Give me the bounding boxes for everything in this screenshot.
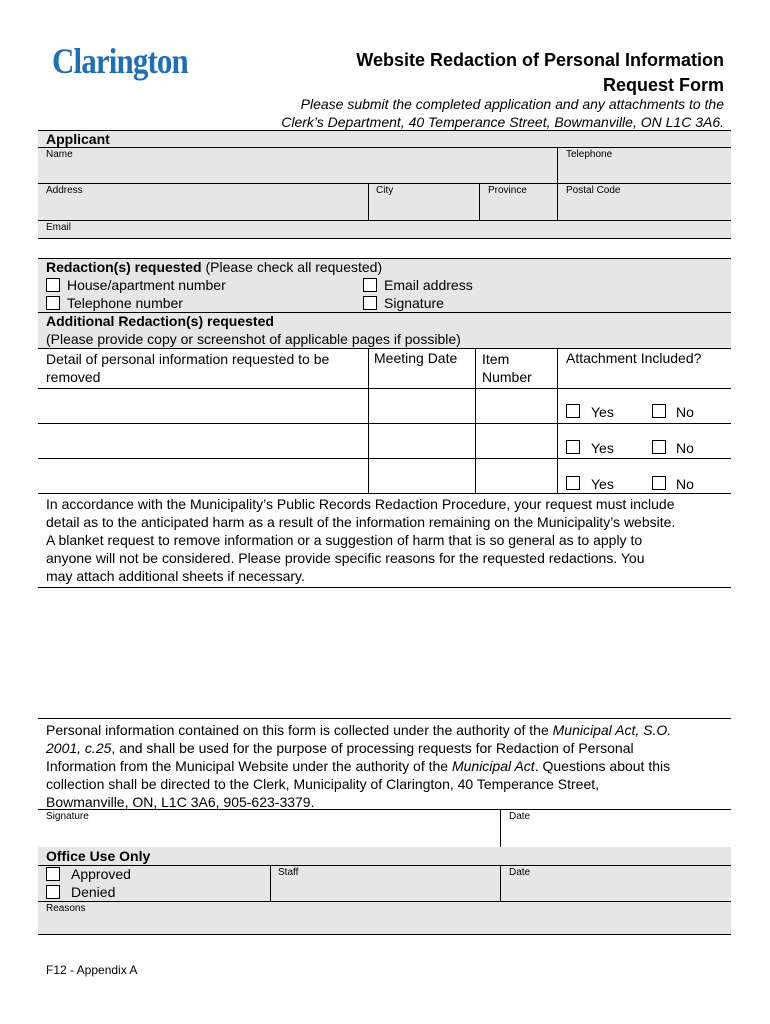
- additional-heading: Additional Redaction(s) requested: [46, 313, 274, 329]
- procedure-line1: In accordance with the Municipality’s Public Records Redaction Procedure, your request must include: [46, 496, 675, 512]
- detail-header-line2: removed: [46, 369, 101, 385]
- office-use-heading: Office Use Only: [46, 848, 151, 864]
- office-reasons-field[interactable]: Reasons: [46, 903, 86, 914]
- city-field[interactable]: City: [376, 185, 394, 196]
- province-field[interactable]: Province: [488, 185, 527, 196]
- procedure-line4: anyone will not be considered. Please provide specific reasons for the requested redactions. You: [46, 550, 645, 566]
- additional-note: (Please provide copy or screenshot of applicable pages if possible): [46, 331, 461, 347]
- name-field[interactable]: Name: [46, 149, 73, 160]
- form-code-footer: F12 - Appendix A: [46, 963, 138, 977]
- detail-cell-row2[interactable]: [40, 425, 366, 456]
- attachment-yes-checkbox-row3[interactable]: [566, 476, 580, 490]
- meeting-date-cell-row1[interactable]: [370, 390, 473, 421]
- redactions-heading-note: (Please check all requested): [201, 259, 383, 275]
- email-address-label: Email address: [384, 277, 473, 293]
- signature-date-field[interactable]: Date: [509, 811, 531, 822]
- detail-cell-row1[interactable]: [40, 390, 366, 421]
- email-address-checkbox[interactable]: [363, 278, 377, 292]
- staff-field[interactable]: Staff: [278, 867, 299, 878]
- denied-checkbox[interactable]: [46, 885, 60, 899]
- redactions-heading-bold: Redaction(s) requested: [46, 259, 202, 275]
- privacy-notice: [46, 721, 736, 811]
- telephone-field[interactable]: Telephone: [566, 149, 613, 160]
- item-number-column-header: [482, 350, 532, 386]
- item-header-line1: Item: [482, 351, 510, 367]
- reasons-text-area[interactable]: [40, 589, 729, 717]
- privacy-line3-text: Information from the Municipal Website under the authority of the: [46, 758, 452, 774]
- item-number-cell-row1[interactable]: [477, 390, 555, 421]
- postal-code-field[interactable]: Postal Code: [566, 185, 621, 196]
- item-number-cell-row3[interactable]: [477, 460, 555, 491]
- clarington-logo: Clarington: [52, 41, 188, 81]
- signature-field[interactable]: Signature: [46, 811, 89, 822]
- attachment-no-label-row2: No: [676, 440, 694, 456]
- form-title-line1: Website Redaction of Personal Information: [356, 50, 724, 70]
- attachment-no-label-row1: No: [676, 404, 694, 420]
- privacy-line5: Bowmanville, ON, L1C 3A6, 905-623-3379.: [46, 794, 315, 810]
- house-number-label: House/apartment number: [67, 277, 226, 293]
- attachment-no-checkbox-row1[interactable]: [652, 404, 666, 418]
- procedure-line5: may attach additional sheets if necessary.: [46, 568, 305, 584]
- attachment-yes-label-row2: Yes: [591, 440, 614, 456]
- municipal-act-reference: Municipal Act: [451, 758, 535, 774]
- form-title: [284, 48, 724, 98]
- submission-instructions: [164, 95, 724, 131]
- attachment-yes-checkbox-row2[interactable]: [566, 440, 580, 454]
- attachment-no-checkbox-row2[interactable]: [652, 440, 666, 454]
- telephone-number-checkbox[interactable]: [46, 296, 60, 310]
- attachment-yes-label-row1: Yes: [591, 404, 614, 420]
- procedure-line3: A blanket request to remove information or a suggestion of harm that is so general as to apply to: [46, 532, 643, 548]
- attachment-no-checkbox-row3[interactable]: [652, 476, 666, 490]
- item-number-cell-row2[interactable]: [477, 425, 555, 456]
- form-title-line2: Request Form: [602, 75, 724, 95]
- attachment-yes-label-row3: Yes: [591, 476, 614, 492]
- municipal-act-citation: Municipal Act, S.O.: [552, 722, 672, 738]
- denied-label: Denied: [71, 884, 116, 900]
- detail-header-line1: Detail of personal information requested to be: [46, 351, 330, 367]
- privacy-line3: [46, 757, 736, 775]
- office-date-field[interactable]: Date: [509, 867, 531, 878]
- email-field[interactable]: Email: [46, 222, 72, 233]
- procedure-line2: detail as to the anticipated harm as a result of the information remaining on the Municipality’s website.: [46, 514, 676, 530]
- privacy-line1: [46, 721, 736, 739]
- privacy-line2-text: , and shall be used for the purpose of processing requests for Redaction of Personal: [111, 740, 634, 756]
- privacy-line4: collection shall be directed to the Clerk, Municipality of Clarington, 40 Temperance Street,: [46, 776, 600, 792]
- meeting-date-column-header: Meeting Date: [374, 350, 458, 366]
- instruction-line2: Clerk’s Department, 40 Temperance Street, Bowmanville, ON L1C 3A6.: [281, 114, 724, 130]
- detail-column-header: [46, 350, 329, 386]
- approved-checkbox[interactable]: [46, 867, 60, 881]
- attachment-no-label-row3: No: [676, 476, 694, 492]
- redactions-heading: [46, 259, 382, 275]
- privacy-line3-end: . Questions about this: [534, 758, 671, 774]
- telephone-number-label: Telephone number: [67, 295, 183, 311]
- privacy-line2: [46, 739, 736, 757]
- meeting-date-cell-row2[interactable]: [370, 425, 473, 456]
- detail-cell-row3[interactable]: [40, 460, 366, 491]
- signature-option-label: Signature: [384, 295, 444, 311]
- item-header-line2: Number: [482, 369, 532, 385]
- procedure-paragraph: [46, 495, 736, 585]
- attachment-yes-checkbox-row1[interactable]: [566, 404, 580, 418]
- address-field[interactable]: Address: [46, 185, 83, 196]
- house-number-checkbox[interactable]: [46, 278, 60, 292]
- signature-checkbox[interactable]: [363, 296, 377, 310]
- approved-label: Approved: [71, 866, 131, 882]
- applicant-heading: Applicant: [46, 131, 110, 147]
- privacy-line1-text: Personal information contained on this form is collected under the authority of the: [46, 722, 553, 738]
- statute-citation: 2001, c.25: [46, 740, 112, 756]
- attachment-column-header: Attachment Included?: [566, 350, 702, 366]
- meeting-date-cell-row3[interactable]: [370, 460, 473, 491]
- instruction-line1: Please submit the completed application and any attachments to the: [300, 96, 724, 112]
